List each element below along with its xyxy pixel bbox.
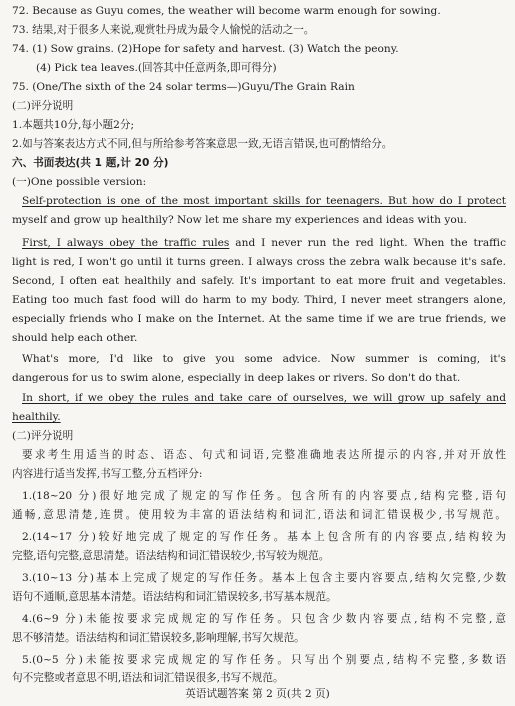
grade-4-line1: 4.(6~9 分)未能按要求完成规定的写作任务。只包含少数内容要点,结构不完整,意 — [22, 613, 506, 625]
scoring-rule-2: 2.如与答案表达方式不同,但与所给参考答案意思一致,无语言错误,也可酌情给分。 — [12, 138, 393, 150]
grade-5-line1: 5.(0~5 分)未能按要求完成规定的写作任务。只写出个别要点,结构不完整,多数语 — [22, 654, 506, 666]
essay-para3-line2: dangerous for us to swim alone, especially in deep lakes or rivers. So don't do that. — [12, 372, 461, 384]
essay-para2-line5: especially friends who I make on the Internet. At the same time if we are true friends, we — [12, 313, 506, 325]
rubric-intro-line2: 内容进行适当发挥,书写工整,分五档评分: — [12, 468, 203, 480]
scoring-rule-1: 1.本题共10分,每小题2分; — [12, 119, 135, 131]
grade-2-line2: 完整,语句完整,意思清楚。语法结构和词汇错误较少,书写较为规范。 — [12, 550, 330, 562]
grade-1-line1: 1.(18~20 分)很好地完成了规定的写作任务。包含所有的内容要点,结构完整,语句 — [22, 490, 506, 502]
answer-74: 74. (1) Sow grains. (2)Hope for safety and harvest. (3) Watch the peony. — [12, 43, 399, 55]
answer-73: 73. 结果,对于很多人来说,观赏牡丹成为最令人愉悦的活动之一。 — [12, 24, 315, 36]
essay-para2-line4: Eating too much fast food will do harm to my body. Third, I never meet strangers alone, — [12, 294, 506, 306]
scoring-heading: (二)评分说明 — [12, 100, 74, 112]
grade-3-line2: 语句不通顺,意思基本清楚。语法结构和词汇错误较多,书写基本规范。 — [12, 591, 337, 603]
grade-3-line1: 3.(10~13 分)基本上完成了规定的写作任务。基本上包含主要内容要点,结构欠完整,少数 — [22, 572, 506, 584]
grade-5-line2: 句不完整或者意思不明,语法和词汇错误很多,书写不规范。 — [12, 672, 284, 684]
essay-para1-line1 — [22, 193, 506, 209]
underlined-topic-sentence: Self-protection is one of the most important skills for teenagers. But how do I protect — [22, 195, 506, 207]
rubric-heading: (二)评分说明 — [12, 430, 74, 442]
page-footer: 英语试题答案 第 2 页(共 2 页) — [185, 688, 330, 700]
answer-74-continued: (4) Pick tea leaves.(回答其中任意两条,即可得分) — [36, 62, 277, 74]
underlined-first-point: First, I always obey the traffic rules — [22, 237, 230, 249]
essay-para4-line1 — [22, 390, 506, 406]
essay-para2-line6: should help each other. — [12, 332, 138, 344]
answer-72: 72. Because as Guyu comes, the weather will become warm enough for sowing. — [12, 5, 441, 17]
answer-75: 75. (One/The sixth of the 24 solar terms—)Guyu/The Grain Rain — [12, 81, 355, 93]
rubric-intro-line1: 要求考生用适当的时态、语态、句式和词语,完整准确地表达所提示的内容,并对开放性 — [22, 449, 506, 461]
version-heading: (一)One possible version: — [12, 176, 147, 188]
underlined-conclusion: In short, if we obey the rules and take care of ourselves, we will grow up safely and — [22, 392, 506, 404]
grade-1-line2: 通畅,意思清楚,连贯。使用较为丰富的语法结构和词汇,语法和词汇错误极少,书写规范。 — [12, 509, 506, 521]
grade-2-line1: 2.(14~17 分)较好地完成了规定的写作任务。基本上包含所有的内容要点,结构较为 — [22, 531, 506, 543]
essay-para2-line1: First, I always obey the traffic rules and I never run the red light. When the traffic — [22, 237, 506, 249]
grade-4-line2: 思不够清楚。语法结构和词汇错误较多,影响理解,书写欠规范。 — [12, 632, 305, 644]
essay-para3-line1: What's more, I'd like to give you some advice. Now summer is coming, it's — [22, 353, 506, 365]
essay-para2-line2: light is red, I won't go until it turns green. I always cross the zebra walk because it's safe. — [12, 256, 506, 268]
essay-para4-line2: healthily. — [12, 411, 61, 423]
essay-para2-line3: Second, I often eat healthily and safely. It's important to eat more fruit and vegetables. — [12, 275, 506, 287]
essay-para1-line2: myself and grow up healthily? Now let me share my experiences and ideas with you. — [12, 214, 467, 226]
section-six-heading: 六、书面表达(共 1 题,计 20 分) — [12, 157, 169, 169]
